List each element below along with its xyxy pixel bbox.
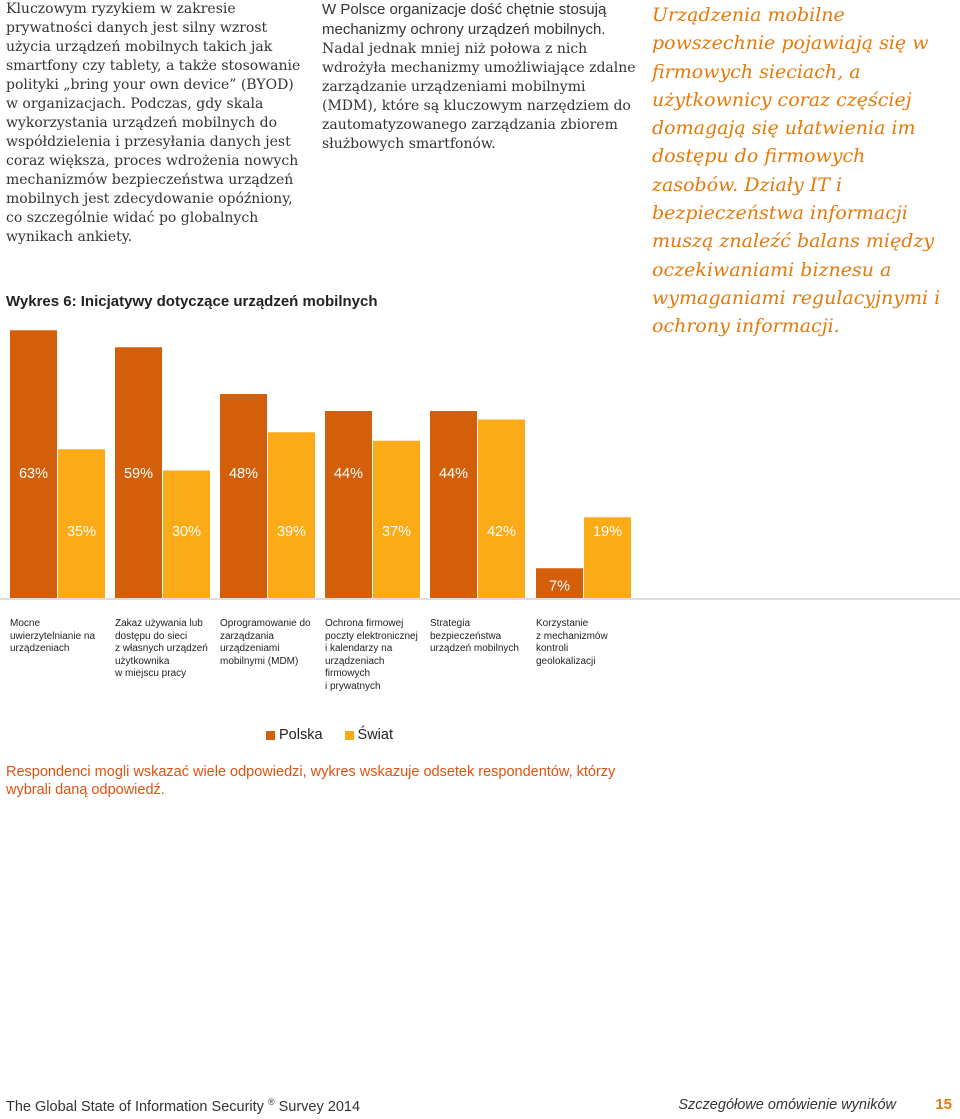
column-2-rest: Nadal jednak mniej niż połowa z nich wdrożyła mechanizmy umożliwiające zdalne zarządzanie urządzeniami mobilnymi (MDM), które są kluczowym narzędziem do zautomatyzowanego zarządzania zbiorem służbowych smartfonów. <box>322 41 636 152</box>
category-label-2 <box>115 618 215 681</box>
category-label-line: zarządzania <box>220 630 274 642</box>
category-label-line: Zakaz używania lub <box>115 618 203 629</box>
legend-swatch-swiat <box>345 731 354 740</box>
category-label-line: Oprogramowanie do <box>220 618 311 629</box>
category-label-line: urządzeniami <box>220 643 280 654</box>
data-label-świat-2: 30% <box>171 524 202 540</box>
page-number: 15 <box>935 1096 952 1113</box>
data-label-polska-1: 63% <box>18 466 49 482</box>
data-label-świat-5: 42% <box>486 524 517 540</box>
footer-title-text: The Global State of Information Security <box>6 1098 264 1115</box>
legend <box>266 727 415 743</box>
body-text-column-2 <box>322 0 642 154</box>
data-label-świat-3: 39% <box>276 524 307 540</box>
data-label-polska-6: 7% <box>549 578 570 595</box>
category-label-line: użytkownika <box>115 655 170 667</box>
footer-title <box>6 1097 360 1115</box>
category-label-4 <box>325 618 425 693</box>
category-label-line: bezpieczeństwa <box>430 630 502 642</box>
data-label-świat-1: 35% <box>66 524 97 540</box>
bar-polska-3 <box>220 394 267 598</box>
data-label-polska-5: 44% <box>438 466 469 482</box>
bar-świat-3 <box>268 432 315 598</box>
category-label-line: urządzeniach <box>325 655 385 667</box>
legend-label-polska: Polska <box>279 727 323 743</box>
chart-title: Wykres 6: Inicjatywy dotyczące urządzeń mobilnych <box>6 293 378 310</box>
category-label-1 <box>10 618 110 656</box>
pull-quote: Urządzenia mobilne powszechnie pojawiają się w firmowych sieciach, a użytkownicy coraz częściej domagają się ułatwienia im dostępu do firmowych zasobów. Działy IT i bezpieczeństwa informacji muszą znaleźć balans między oczekiwaniami biznesu a wymaganiami regulacyjnymi i ochrony informacji. <box>652 4 941 338</box>
bar-polska-1 <box>10 330 57 598</box>
legend-swatch-polska <box>266 731 275 740</box>
registered-mark: ® <box>267 1097 275 1107</box>
category-label-line: z mechanizmów <box>536 630 608 642</box>
data-label-świat-6: 19% <box>592 524 623 540</box>
bar-polska-4 <box>325 411 372 598</box>
category-label-6 <box>536 618 636 668</box>
category-label-line: geolokalizacji <box>536 655 596 667</box>
data-label-polska-2: 59% <box>123 466 154 482</box>
data-label-świat-4: 37% <box>381 524 412 540</box>
footer-title-suffix: Survey 2014 <box>278 1098 361 1115</box>
category-label-line: Ochrona firmowej <box>325 618 404 629</box>
category-label-3 <box>220 618 320 668</box>
category-label-line: uwierzytelnianie na <box>10 630 96 642</box>
category-label-line: urządzeń mobilnych <box>430 643 519 654</box>
footer-section: Szczegółowe omówienie wyników <box>678 1097 896 1113</box>
legend-label-swiat: Świat <box>357 727 393 743</box>
category-label-line: mobilnymi (MDM) <box>220 655 299 667</box>
category-label-line: Mocne <box>10 618 41 629</box>
bar-świat-4 <box>373 441 420 598</box>
category-label-line: i kalendarzy na <box>325 643 393 654</box>
bar-polska-5 <box>430 411 477 598</box>
chart-note: Respondenci mogli wskazać wiele odpowiedzi, wykres wskazuje odsetek respondentów, którzy wybrali daną odpowiedź. <box>6 764 616 798</box>
body-text-column-1: Kluczowym ryzykiem w zakresie prywatności danych jest silny wzrost użycia urządzeń mobilnych takich jak smartfony czy tablety, a także stosowanie polityki „bring your own device” (BYOD) w organizacjach. Podczas, gdy skala wykorzystania urządzeń mobilnych do współdzielenia i przesyłania danych jest coraz większa, proces wdrożenia nowych mechanizmów bezpieczeństwa urządzeń mobilnych jest zdecydowanie opóźniony, co szczególnie widać po globalnych wynikach ankiety. <box>6 1 301 245</box>
category-label-line: z własnych urządzeń <box>115 643 208 654</box>
column-2-lead: W Polsce organizacje dość chętnie stosują mechanizmy ochrony urządzeń mobilnych. <box>322 1 607 38</box>
category-label-line: poczty elektronicznej <box>325 630 418 642</box>
bar-chart <box>0 330 960 600</box>
category-label-line: Strategia <box>430 618 471 629</box>
category-label-line: urządzeniach <box>10 643 70 654</box>
category-label-line: w miejscu pracy <box>115 668 187 679</box>
category-label-line: i prywatnych <box>325 680 381 692</box>
data-label-polska-4: 44% <box>333 466 364 482</box>
category-label-line: kontroli <box>536 643 569 654</box>
legend-item-swiat <box>345 727 393 743</box>
category-label-line: firmowych <box>325 668 371 679</box>
category-label-5 <box>430 618 530 656</box>
legend-item-polska <box>266 727 323 743</box>
category-label-line: dostępu do sieci <box>115 630 188 642</box>
category-labels <box>0 618 960 698</box>
data-label-polska-3: 48% <box>228 466 259 482</box>
bar-świat-5 <box>478 420 525 599</box>
category-label-line: Korzystanie <box>536 618 589 629</box>
